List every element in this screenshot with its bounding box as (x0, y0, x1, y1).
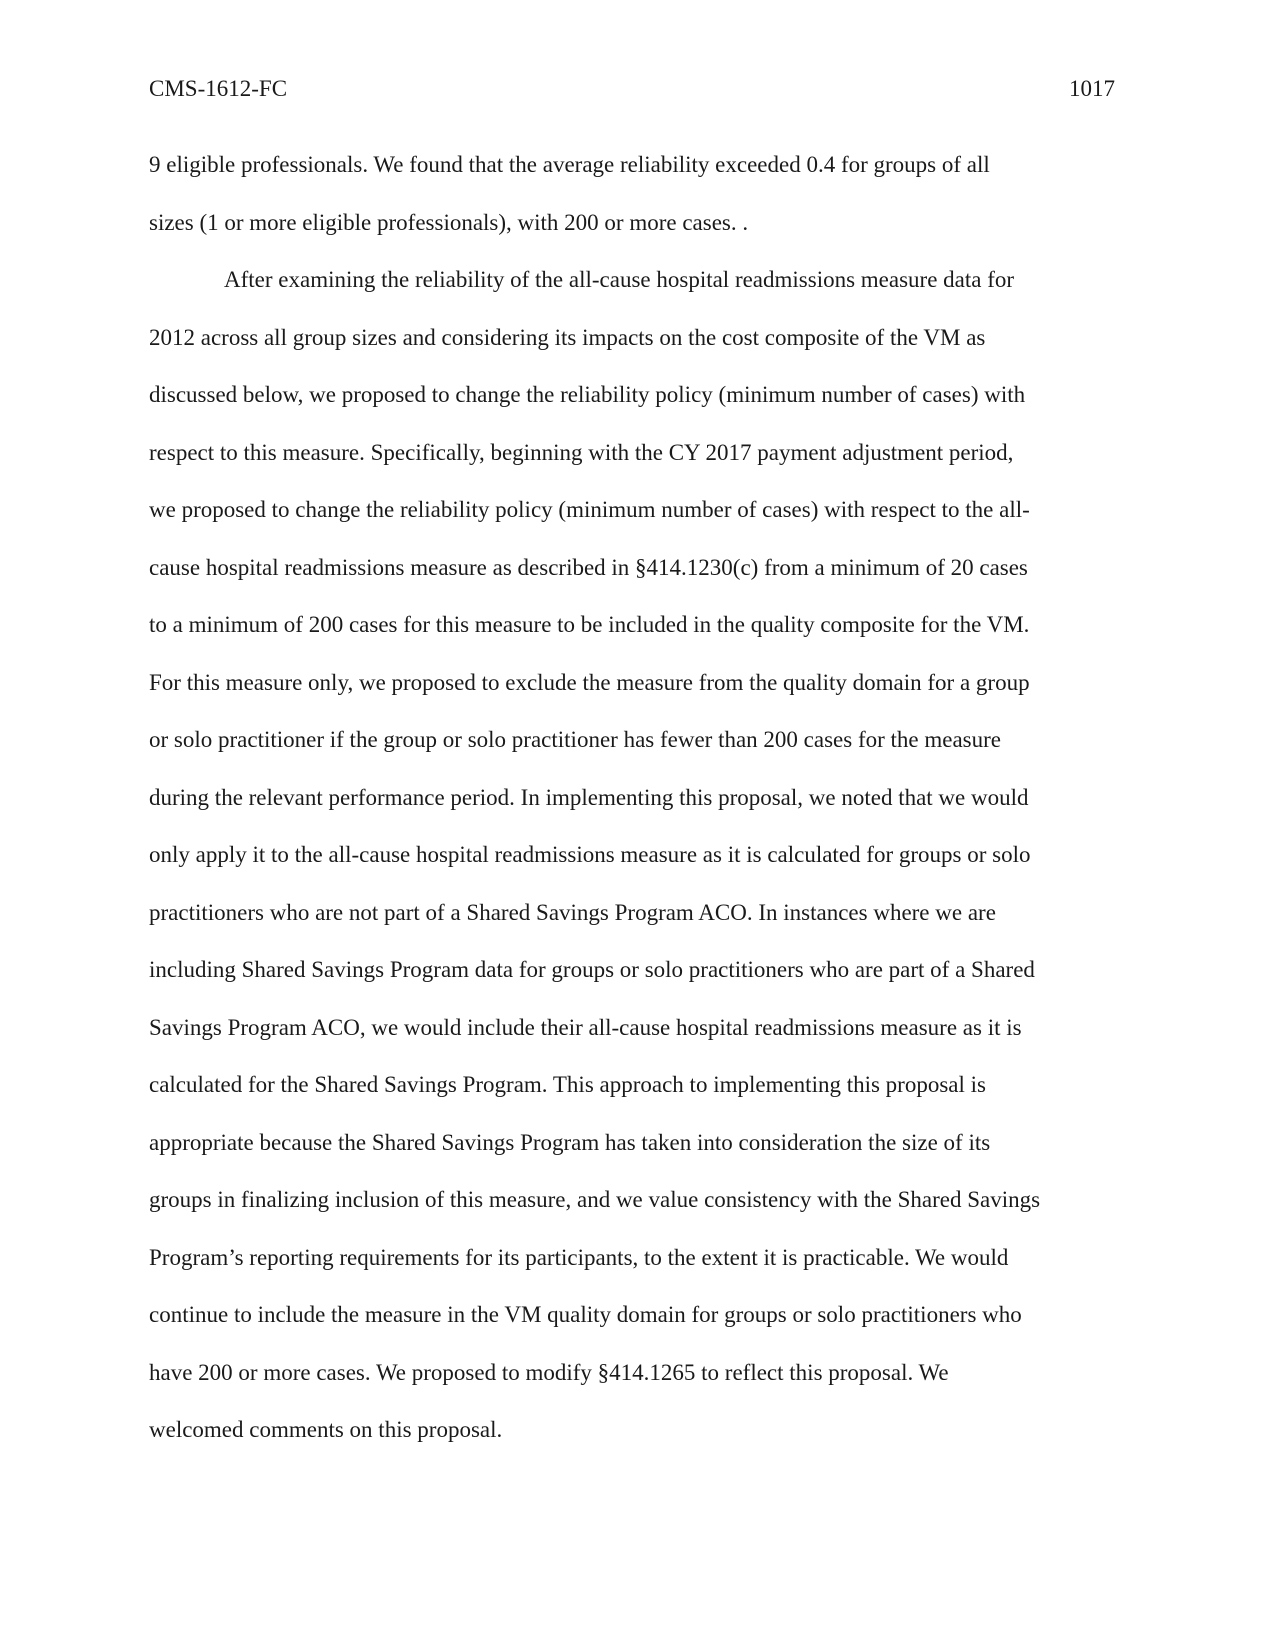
text-line: during the relevant performance period. In implementing this proposal, we noted that we would (149, 784, 1029, 810)
text-line: continue to include the measure in the VM quality domain for groups or solo practitioners who (149, 1302, 1022, 1327)
text-line: practitioners who are not part of a Shared Savings Program ACO. In instances where we are (149, 899, 996, 925)
text-line: including Shared Savings Program data for groups or solo practitioners who are part of a Shared (149, 957, 1035, 982)
page-number: 1017 (1069, 76, 1115, 101)
text-line: only apply it to the all-cause hospital readmissions measure as it is calculated for groups or solo (149, 842, 1031, 867)
text-line: 9 eligible professionals. We found that the average reliability exceeded 0.4 for groups of all (149, 152, 990, 177)
text-line: calculated for the Shared Savings Program. This approach to implementing this proposal is (149, 1072, 986, 1097)
text-line: cause hospital readmissions measure as described in §414.1230(c) from a minimum of 20 cases (149, 554, 1028, 580)
text-line: respect to this measure. Specifically, beginning with the CY 2017 payment adjustment period, (149, 439, 1014, 465)
text-line: welcomed comments on this proposal. (149, 1417, 503, 1442)
body-text (149, 136, 1115, 1459)
text-line: For this measure only, we proposed to exclude the measure from the quality domain for a group (149, 669, 1030, 695)
text-line: sizes (1 or more eligible professionals), with 200 or more cases. . (149, 209, 749, 235)
text-line: or solo practitioner if the group or solo practitioner has fewer than 200 cases for the measure (149, 727, 1001, 752)
text-line: have 200 or more cases. We proposed to modify §414.1265 to reflect this proposal. We (149, 1359, 949, 1385)
text-line: groups in finalizing inclusion of this measure, and we value consistency with the Shared Savings (149, 1187, 1041, 1212)
text-line: 2012 across all group sizes and considering its impacts on the cost composite of the VM as (149, 324, 986, 350)
document-id: CMS-1612-FC (149, 76, 288, 101)
paragraph-first-line: After examining the reliability of the all-cause hospital readmissions measure data for (224, 267, 1015, 292)
text-line: Program’s reporting requirements for its participants, to the extent it is practicable. We would (149, 1244, 1009, 1270)
text-line: Savings Program ACO, we would include their all-cause hospital readmissions measure as it is (149, 1014, 1022, 1040)
text-line: we proposed to change the reliability policy (minimum number of cases) with respect to the all- (149, 497, 1030, 522)
text-line: to a minimum of 200 cases for this measure to be included in the quality composite for the VM. (149, 612, 1030, 637)
text-line: discussed below, we proposed to change the reliability policy (minimum number of cases) with (149, 382, 1026, 407)
text-line: appropriate because the Shared Savings Program has taken into consideration the size of its (149, 1129, 991, 1155)
running-header (149, 74, 1115, 104)
